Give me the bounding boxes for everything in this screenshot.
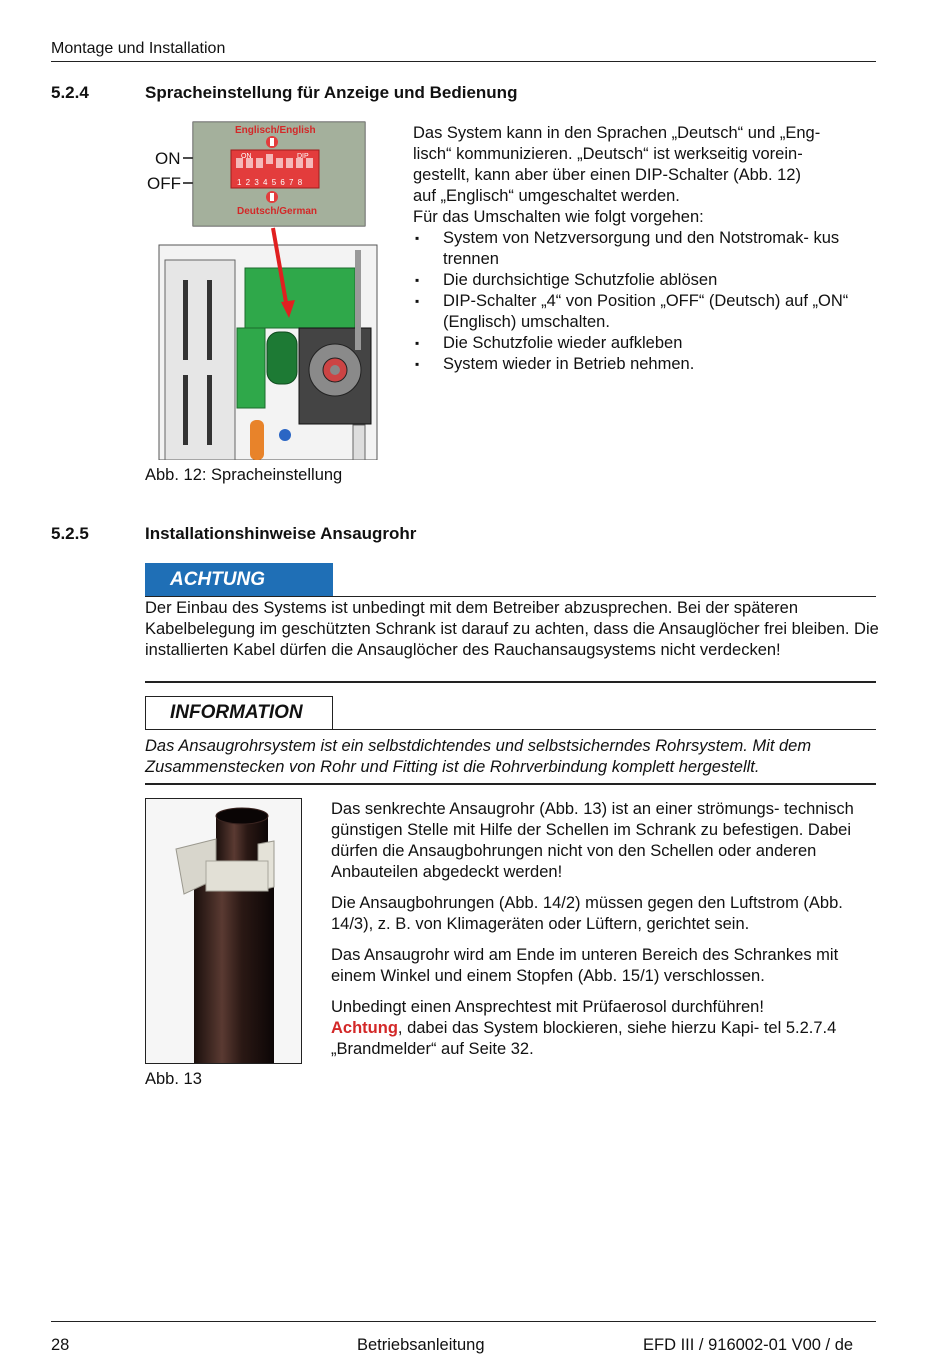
list-item: ▪ System von Netzversorgung und den Notstromak- kus trennen: [413, 228, 853, 270]
switch-on-marking: ON: [241, 153, 252, 160]
text-line: Das System kann in den Sprachen „Deutsch“ und „Eng-: [413, 124, 821, 142]
list-item: ▪ DIP-Schalter „4“ von Position „OFF“ (Deutsch) auf „ON“ (Englisch) umschalten.: [413, 291, 853, 333]
achtung-bottom-rule: [145, 681, 876, 683]
figure-13-caption: Abb. 13: [145, 1070, 202, 1088]
on-label: ON: [155, 149, 181, 168]
text-line: gestellt, kann aber über einen DIP-Schalter (Abb. 12): [413, 166, 801, 184]
footer-title: Betriebsanleitung: [357, 1336, 485, 1354]
footer-rule: [51, 1321, 876, 1322]
footer-doc-id: EFD III / 916002-01 V00 / de: [643, 1336, 854, 1354]
section-number: 5.2.5: [51, 524, 89, 543]
pipe-photo: [145, 798, 302, 1064]
dip-switch-figure: [145, 120, 395, 460]
test-paragraph: [331, 997, 876, 1060]
achtung-top-rule: [145, 596, 876, 597]
pipe-drawing: [146, 799, 301, 1063]
section-number: 5.2.4: [51, 83, 89, 102]
german-label: Deutsch/German: [237, 206, 318, 217]
figure-drawing: [145, 120, 395, 460]
achtung-text: Der Einbau des Systems ist unbedingt mit dem Betreiber abzusprechen. Bei der späteren Kabelbelegung im geschützten Schrank ist darauf zu achten, dass die Ansauglöcher frei bleiben. Die installierten Kabel dürfen die Ansauglöcher des Rauchansaugsystems nicht verdecken!: [145, 599, 879, 659]
information-text: Das Ansaugrohrsystem ist ein selbstdichtendes und selbstsicherndes Rohrsystem. Mit dem Zusammenstecken von Rohr und Fitting ist die Rohrverbindung komplett hergestellt.: [145, 737, 812, 776]
paragraph: Das senkrechte Ansaugrohr (Abb. 13) ist an einer strömungs- technisch günstigen Stelle mit Hilfe der Schellen im Schrank zu befestigen. Dabei dürfen die Ansaugbohrungen nicht von den Schellen oder anderen Anbauteilen abgedeckt werden!: [331, 800, 854, 881]
paragraph: Das Ansaugrohr wird am Ende im unteren Bereich des Schrankes mit einem Winkel und einem Stopfen (Abb. 15/1) verschlossen.: [331, 946, 839, 985]
achtung-label: ACHTUNG: [145, 563, 333, 597]
information-top-rule: [145, 729, 876, 730]
section-title: Spracheinstellung für Anzeige und Bedienung: [145, 83, 518, 102]
procedure-list: [413, 228, 853, 375]
page-number: 28: [51, 1336, 70, 1354]
header-rule: [51, 61, 876, 62]
text-line: lisch“ kommunizieren. „Deutsch“ ist werkseitig vorein-: [413, 145, 803, 163]
switch-dip-marking: DIP: [297, 153, 309, 160]
english-label: Englisch/English: [235, 125, 316, 136]
language-description: [413, 123, 878, 375]
section-title: Installationshinweise Ansaugrohr: [145, 524, 417, 543]
list-item: ▪ System wieder in Betrieb nehmen.: [413, 354, 853, 375]
installation-text: [331, 799, 876, 1070]
off-label: OFF: [147, 174, 181, 193]
list-item: ▪ Die durchsichtige Schutzfolie ablösen: [413, 270, 853, 291]
figure-12-caption: Abb. 12: Spracheinstellung: [145, 466, 343, 484]
text-line: auf „Englisch“ umgeschaltet werden.: [413, 187, 680, 205]
running-header: Montage und Installation: [51, 40, 226, 57]
information-label: INFORMATION: [145, 696, 333, 730]
text-line: Für das Umschalten wie folgt vorgehen:: [413, 208, 704, 226]
warning-rest: , dabei das System blockieren, siehe hierzu Kapi- tel 5.2.7.4 „Brandmelder“ auf Seite 32.: [331, 1019, 837, 1058]
paragraph: Die Ansaugbohrungen (Abb. 14/2) müssen gegen den Luftstrom (Abb. 14/3), z. B. von Klimageräten oder Lüftern, gerichtet sein.: [331, 894, 843, 933]
list-item: ▪ Die Schutzfolie wieder aufkleben: [413, 333, 853, 354]
test-instruction: Unbedingt einen Ansprechtest mit Prüfaerosol durchführen!: [331, 998, 764, 1016]
warning-word: Achtung: [331, 1019, 398, 1037]
switch-numbers: 1 2 3 4 5 6 7 8: [237, 178, 304, 187]
information-bottom-rule: [145, 783, 876, 785]
